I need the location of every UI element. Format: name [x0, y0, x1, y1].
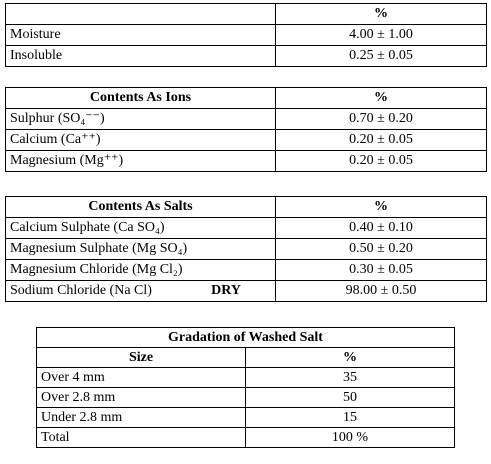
row-label: Magnesium Sulphate (Mg SO₄)	[6, 239, 276, 260]
row-value: 0.20 ± 0.05	[276, 151, 487, 172]
header-cell-percent: %	[276, 88, 487, 109]
table-header-row	[37, 348, 455, 368]
contents-as-ions-table	[5, 87, 487, 172]
table-header-row	[6, 88, 487, 109]
header-cell-percent: %	[276, 197, 487, 218]
table-row	[37, 388, 455, 408]
row-label-cell	[6, 281, 276, 302]
table-header-row	[6, 197, 487, 218]
table-row	[6, 25, 487, 46]
table-row	[37, 428, 455, 448]
row-label: Moisture	[6, 25, 276, 46]
header-cell	[6, 4, 276, 25]
row-value: 0.30 ± 0.05	[276, 260, 487, 281]
row-label: Over 2.8 mm	[37, 388, 246, 408]
contents-as-salts-table	[5, 196, 487, 302]
row-value: 0.25 ± 0.05	[276, 46, 487, 67]
table-row	[6, 109, 487, 130]
table-row	[6, 260, 487, 281]
header-cell-percent: %	[276, 4, 487, 25]
row-label: Calcium (Ca⁺⁺)	[6, 130, 276, 151]
row-label: Sodium Chloride (Na Cl)	[10, 283, 152, 298]
row-label: Sulphur (SO₄⁻⁻)	[6, 109, 276, 130]
header-cell: Contents As Salts	[6, 197, 276, 218]
table-header-row	[6, 4, 487, 25]
row-value: 0.70 ± 0.20	[276, 109, 487, 130]
row-value: 0.50 ± 0.20	[276, 239, 487, 260]
table-row	[6, 130, 487, 151]
table-row	[37, 408, 455, 428]
row-label: Over 4 mm	[37, 368, 246, 388]
table-row	[6, 218, 487, 239]
table-row	[37, 368, 455, 388]
table-title: Gradation of Washed Salt	[37, 328, 455, 348]
table-title-row	[37, 328, 455, 348]
row-value: 35	[246, 368, 455, 388]
row-value: 0.20 ± 0.05	[276, 130, 487, 151]
row-value: 100 %	[246, 428, 455, 448]
row-value: 4.00 ± 1.00	[276, 25, 487, 46]
dry-label: DRY	[211, 283, 241, 298]
header-cell-percent: %	[246, 348, 455, 368]
row-label: Calcium Sulphate (Ca SO₄)	[6, 218, 276, 239]
general-properties-table	[5, 3, 487, 67]
row-value: 50	[246, 388, 455, 408]
row-value: 98.00 ± 0.50	[276, 281, 487, 302]
header-cell: Contents As Ions	[6, 88, 276, 109]
row-value: 0.40 ± 0.10	[276, 218, 487, 239]
header-cell-size: Size	[37, 348, 246, 368]
row-value: 15	[246, 408, 455, 428]
row-label: Total	[37, 428, 246, 448]
table-row	[6, 239, 487, 260]
row-label: Insoluble	[6, 46, 276, 67]
row-label: Under 2.8 mm	[37, 408, 246, 428]
row-label: Magnesium (Mg⁺⁺)	[6, 151, 276, 172]
table-row	[6, 151, 487, 172]
table-row	[6, 281, 487, 302]
row-label: Magnesium Chloride (Mg Cl₂)	[6, 260, 276, 281]
table-row	[6, 46, 487, 67]
gradation-table	[36, 327, 455, 448]
